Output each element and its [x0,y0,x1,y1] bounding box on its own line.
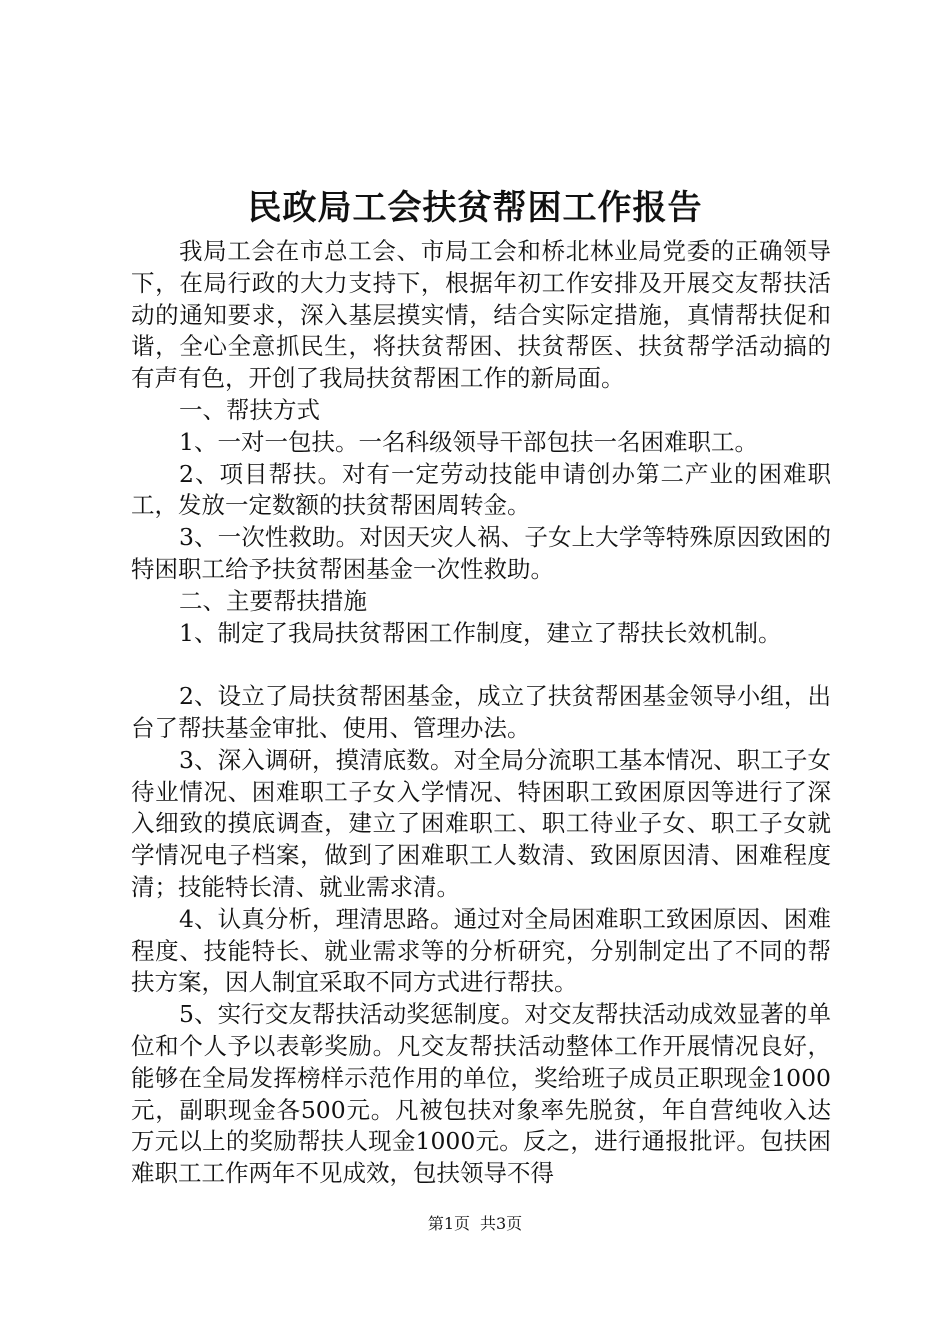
paragraph-method-1: 1、一对一包扶。一名科级领导干部包扶一名困难职工。 [179,427,758,456]
page-total: 共3页 [480,1214,523,1233]
page-footer [0,1212,950,1236]
document-body [131,236,831,1190]
paragraph-intro: 我局工会在市总工会、市局工会和桥北林业局党委的正确领导下，在局行政的大力支持下，根据年初工作安排及开展交友帮扶活动的通知要求，深入基层摸实情，结合实际定措施，真情帮扶促和谐，全心全意抓民生，将扶贫帮困、扶贫帮医、扶贫帮学活动搞的有声有色，开创了我局扶贫帮困工作的新局面。 [131,237,831,393]
paragraph-measure-2: 2、设立了局扶贫帮困基金，成立了扶贫帮困基金领导小组，出台了帮扶基金审批、使用、管理办法。 [131,682,831,742]
document-title: 民政局工会扶贫帮困工作报告 [247,188,703,228]
paragraph-method-2: 2、项目帮扶。对有一定劳动技能申请创办第二产业的困难职工，发放一定数额的扶贫帮困周转金。 [131,459,831,520]
heading-main-measures: 二、主要帮扶措施 [179,586,367,615]
paragraph-measure-5: 5、实行交友帮扶活动奖惩制度。对交友帮扶活动成效显著的单位和个人予以表彰奖励。凡交友帮扶活动整体工作开展情况良好，能够在全局发挥榜样示范作用的单位，奖给班子成员正职现金1000元，副职现金各500元。凡被包扶对象率先脱贫，年自营纯收入达万元以上的奖励帮扶人现金1000元。反之，进行通报批评。包扶困难职工工作两年不见成效，包扶领导不得 [131,1000,831,1188]
paragraph-measure-3: 3、深入调研，摸清底数。对全局分流职工基本情况、职工子女待业情况、困难职工子女入学情况、特困职工致困原因等进行了深入细致的摸底调查，建立了困难职工、职工待业子女、职工子女就学情况电子档案，做到了困难职工人数清、致困原因清、困难程度清；技能特长清、就业需求清。 [131,745,831,901]
paragraph-measure-1: 1、制定了我局扶贫帮困工作制度，建立了帮扶长效机制。 [179,618,782,647]
paragraph-measure-4: 4、认真分析，理清思路。通过对全局困难职工致困原因、困难程度、技能特长、就业需求等的分析研究，分别制定出了不同的帮扶方案，因人制宜采取不同方式进行帮扶。 [131,904,831,997]
paragraph-method-3: 3、一次性救助。对因天灾人祸、子女上大学等特殊原因致困的特困职工给予扶贫帮困基金一次性救助。 [131,523,831,583]
page-number: 第1页 [427,1214,470,1233]
heading-support-methods: 一、帮扶方式 [179,395,320,424]
